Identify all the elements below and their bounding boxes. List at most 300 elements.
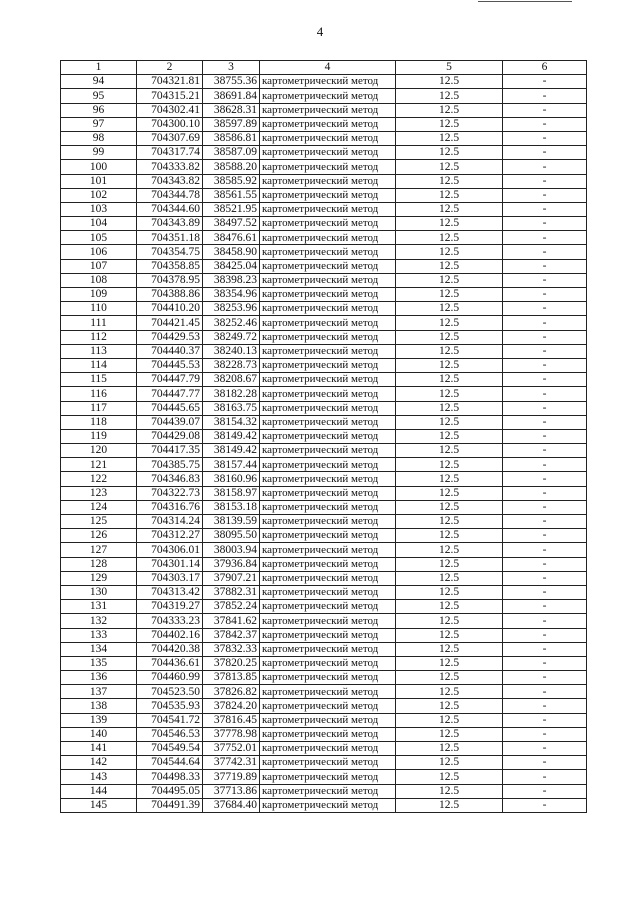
y-coordinate-cell: 38153.18 — [203, 500, 260, 514]
method-cell: картометрический метод — [260, 273, 396, 287]
note-cell: - — [503, 685, 587, 699]
accuracy-cell: 12.5 — [396, 75, 503, 89]
accuracy-cell: 12.5 — [396, 131, 503, 145]
accuracy-cell: 12.5 — [396, 628, 503, 642]
accuracy-cell: 12.5 — [396, 103, 503, 117]
note-cell: - — [503, 160, 587, 174]
point-number-cell: 141 — [61, 742, 137, 756]
method-cell: картометрический метод — [260, 500, 396, 514]
point-number-cell: 114 — [61, 358, 137, 372]
y-coordinate-cell: 38587.09 — [203, 146, 260, 160]
table-row — [61, 500, 587, 514]
point-number-cell: 127 — [61, 543, 137, 557]
x-coordinate-cell: 704314.24 — [137, 515, 203, 529]
y-coordinate-cell: 38252.46 — [203, 316, 260, 330]
note-cell: - — [503, 288, 587, 302]
x-coordinate-cell: 704354.75 — [137, 245, 203, 259]
x-coordinate-cell: 704333.82 — [137, 160, 203, 174]
method-cell: картометрический метод — [260, 444, 396, 458]
note-cell: - — [503, 202, 587, 216]
table-row — [61, 117, 587, 131]
accuracy-cell: 12.5 — [396, 671, 503, 685]
y-coordinate-cell: 37936.84 — [203, 557, 260, 571]
x-coordinate-cell: 704322.73 — [137, 486, 203, 500]
table-row — [61, 245, 587, 259]
y-coordinate-cell: 38160.96 — [203, 472, 260, 486]
x-coordinate-cell: 704498.33 — [137, 770, 203, 784]
table-row — [61, 699, 587, 713]
method-cell: картометрический метод — [260, 756, 396, 770]
y-coordinate-cell: 37907.21 — [203, 571, 260, 585]
y-coordinate-cell: 37826.82 — [203, 685, 260, 699]
note-cell: - — [503, 557, 587, 571]
table-row — [61, 671, 587, 685]
method-cell: картометрический метод — [260, 486, 396, 500]
table-row — [61, 188, 587, 202]
point-number-cell: 139 — [61, 713, 137, 727]
table-row — [61, 131, 587, 145]
point-number-cell: 103 — [61, 202, 137, 216]
note-cell: - — [503, 429, 587, 443]
accuracy-cell: 12.5 — [396, 585, 503, 599]
x-coordinate-cell: 704306.01 — [137, 543, 203, 557]
point-number-cell: 102 — [61, 188, 137, 202]
accuracy-cell: 12.5 — [396, 387, 503, 401]
accuracy-cell: 12.5 — [396, 415, 503, 429]
point-number-cell: 124 — [61, 500, 137, 514]
note-cell: - — [503, 770, 587, 784]
y-coordinate-cell: 37778.98 — [203, 727, 260, 741]
point-number-cell: 116 — [61, 387, 137, 401]
x-coordinate-cell: 704491.39 — [137, 798, 203, 812]
table-row — [61, 429, 587, 443]
y-coordinate-cell: 38586.81 — [203, 131, 260, 145]
x-coordinate-cell: 704313.42 — [137, 585, 203, 599]
method-cell: картометрический метод — [260, 600, 396, 614]
table-row — [61, 89, 587, 103]
accuracy-cell: 12.5 — [396, 288, 503, 302]
y-coordinate-cell: 37719.89 — [203, 770, 260, 784]
point-number-cell: 113 — [61, 344, 137, 358]
point-number-cell: 108 — [61, 273, 137, 287]
note-cell: - — [503, 784, 587, 798]
point-number-cell: 125 — [61, 515, 137, 529]
accuracy-cell: 12.5 — [396, 245, 503, 259]
accuracy-cell: 12.5 — [396, 174, 503, 188]
accuracy-cell: 12.5 — [396, 117, 503, 131]
note-cell: - — [503, 642, 587, 656]
table-row — [61, 202, 587, 216]
accuracy-cell: 12.5 — [396, 188, 503, 202]
x-coordinate-cell: 704447.77 — [137, 387, 203, 401]
method-cell: картометрический метод — [260, 89, 396, 103]
point-number-cell: 115 — [61, 373, 137, 387]
page-number: 4 — [316, 24, 324, 39]
method-cell: картометрический метод — [260, 231, 396, 245]
y-coordinate-cell: 37813.85 — [203, 671, 260, 685]
y-coordinate-cell: 38240.13 — [203, 344, 260, 358]
method-cell: картометрический метод — [260, 288, 396, 302]
x-coordinate-cell: 704351.18 — [137, 231, 203, 245]
point-number-cell: 112 — [61, 330, 137, 344]
note-cell: - — [503, 415, 587, 429]
method-cell: картометрический метод — [260, 798, 396, 812]
accuracy-cell: 12.5 — [396, 713, 503, 727]
table-row — [61, 344, 587, 358]
note-cell: - — [503, 671, 587, 685]
method-cell: картометрический метод — [260, 515, 396, 529]
y-coordinate-cell: 37882.31 — [203, 585, 260, 599]
point-number-cell: 119 — [61, 429, 137, 443]
accuracy-cell: 12.5 — [396, 500, 503, 514]
accuracy-cell: 12.5 — [396, 486, 503, 500]
y-coordinate-cell: 38628.31 — [203, 103, 260, 117]
note-cell: - — [503, 231, 587, 245]
y-coordinate-cell: 38208.67 — [203, 373, 260, 387]
x-coordinate-cell: 704317.74 — [137, 146, 203, 160]
accuracy-cell: 12.5 — [396, 515, 503, 529]
x-coordinate-cell: 704343.89 — [137, 217, 203, 231]
y-coordinate-cell: 38597.89 — [203, 117, 260, 131]
table-row — [61, 103, 587, 117]
method-cell: картометрический метод — [260, 543, 396, 557]
note-cell: - — [503, 117, 587, 131]
x-coordinate-cell: 704312.27 — [137, 529, 203, 543]
table-row — [61, 756, 587, 770]
note-cell: - — [503, 75, 587, 89]
accuracy-cell: 12.5 — [396, 259, 503, 273]
y-coordinate-cell: 38755.36 — [203, 75, 260, 89]
method-cell: картометрический метод — [260, 75, 396, 89]
y-coordinate-cell: 37752.01 — [203, 742, 260, 756]
x-coordinate-cell: 704315.21 — [137, 89, 203, 103]
note-cell: - — [503, 458, 587, 472]
y-coordinate-cell: 38588.20 — [203, 160, 260, 174]
table-row — [61, 543, 587, 557]
x-coordinate-cell: 704410.20 — [137, 302, 203, 316]
y-coordinate-cell: 37816.45 — [203, 713, 260, 727]
x-coordinate-cell: 704316.76 — [137, 500, 203, 514]
point-number-cell: 104 — [61, 217, 137, 231]
x-coordinate-cell: 704302.41 — [137, 103, 203, 117]
point-number-cell: 135 — [61, 656, 137, 670]
x-coordinate-cell: 704445.65 — [137, 401, 203, 415]
accuracy-cell: 12.5 — [396, 217, 503, 231]
note-cell: - — [503, 713, 587, 727]
point-number-cell: 144 — [61, 784, 137, 798]
x-coordinate-cell: 704541.72 — [137, 713, 203, 727]
x-coordinate-cell: 704523.50 — [137, 685, 203, 699]
point-number-cell: 126 — [61, 529, 137, 543]
note-cell: - — [503, 727, 587, 741]
note-cell: - — [503, 330, 587, 344]
point-number-cell: 98 — [61, 131, 137, 145]
point-number-cell: 121 — [61, 458, 137, 472]
accuracy-cell: 12.5 — [396, 770, 503, 784]
header-cell: 4 — [260, 61, 396, 75]
note-cell: - — [503, 543, 587, 557]
table-row — [61, 600, 587, 614]
method-cell: картометрический метод — [260, 614, 396, 628]
accuracy-cell: 12.5 — [396, 358, 503, 372]
accuracy-cell: 12.5 — [396, 401, 503, 415]
x-coordinate-cell: 704319.27 — [137, 600, 203, 614]
note-cell: - — [503, 401, 587, 415]
table-row — [61, 75, 587, 89]
x-coordinate-cell: 704544.64 — [137, 756, 203, 770]
point-number-cell: 132 — [61, 614, 137, 628]
x-coordinate-cell: 704300.10 — [137, 117, 203, 131]
accuracy-cell: 12.5 — [396, 89, 503, 103]
y-coordinate-cell: 37713.86 — [203, 784, 260, 798]
point-number-cell: 130 — [61, 585, 137, 599]
y-coordinate-cell: 38561.55 — [203, 188, 260, 202]
point-number-cell: 105 — [61, 231, 137, 245]
note-cell: - — [503, 344, 587, 358]
point-number-cell: 101 — [61, 174, 137, 188]
table-row — [61, 458, 587, 472]
x-coordinate-cell: 704439.07 — [137, 415, 203, 429]
point-number-cell: 134 — [61, 642, 137, 656]
accuracy-cell: 12.5 — [396, 600, 503, 614]
note-cell: - — [503, 756, 587, 770]
x-coordinate-cell: 704445.53 — [137, 358, 203, 372]
accuracy-cell: 12.5 — [396, 727, 503, 741]
x-coordinate-cell: 704549.54 — [137, 742, 203, 756]
note-cell: - — [503, 656, 587, 670]
method-cell: картометрический метод — [260, 302, 396, 316]
method-cell: картометрический метод — [260, 188, 396, 202]
accuracy-cell: 12.5 — [396, 160, 503, 174]
accuracy-cell: 12.5 — [396, 571, 503, 585]
note-cell: - — [503, 103, 587, 117]
method-cell: картометрический метод — [260, 217, 396, 231]
x-coordinate-cell: 704301.14 — [137, 557, 203, 571]
point-number-cell: 145 — [61, 798, 137, 812]
x-coordinate-cell: 704388.86 — [137, 288, 203, 302]
note-cell: - — [503, 273, 587, 287]
table-row — [61, 302, 587, 316]
accuracy-cell: 12.5 — [396, 742, 503, 756]
point-number-cell: 129 — [61, 571, 137, 585]
point-number-cell: 131 — [61, 600, 137, 614]
point-number-cell: 95 — [61, 89, 137, 103]
y-coordinate-cell: 38585.92 — [203, 174, 260, 188]
accuracy-cell: 12.5 — [396, 756, 503, 770]
method-cell: картометрический метод — [260, 727, 396, 741]
y-coordinate-cell: 37820.25 — [203, 656, 260, 670]
point-number-cell: 137 — [61, 685, 137, 699]
method-cell: картометрический метод — [260, 117, 396, 131]
table-row — [61, 373, 587, 387]
point-number-cell: 138 — [61, 699, 137, 713]
method-cell: картометрический метод — [260, 585, 396, 599]
table-row — [61, 656, 587, 670]
note-cell: - — [503, 245, 587, 259]
x-coordinate-cell: 704343.82 — [137, 174, 203, 188]
x-coordinate-cell: 704402.16 — [137, 628, 203, 642]
x-coordinate-cell: 704346.83 — [137, 472, 203, 486]
point-number-cell: 117 — [61, 401, 137, 415]
note-cell: - — [503, 89, 587, 103]
point-number-cell: 123 — [61, 486, 137, 500]
x-coordinate-cell: 704436.61 — [137, 656, 203, 670]
method-cell: картометрический метод — [260, 202, 396, 216]
method-cell: картометрический метод — [260, 642, 396, 656]
method-cell: картометрический метод — [260, 742, 396, 756]
y-coordinate-cell: 37832.33 — [203, 642, 260, 656]
table-row — [61, 415, 587, 429]
accuracy-cell: 12.5 — [396, 202, 503, 216]
coordinates-table — [60, 60, 587, 813]
method-cell: картометрический метод — [260, 330, 396, 344]
accuracy-cell: 12.5 — [396, 273, 503, 287]
y-coordinate-cell: 38425.04 — [203, 259, 260, 273]
point-number-cell: 100 — [61, 160, 137, 174]
x-coordinate-cell: 704385.75 — [137, 458, 203, 472]
method-cell: картометрический метод — [260, 401, 396, 415]
x-coordinate-cell: 704417.35 — [137, 444, 203, 458]
method-cell: картометрический метод — [260, 529, 396, 543]
y-coordinate-cell: 38003.94 — [203, 543, 260, 557]
note-cell: - — [503, 529, 587, 543]
accuracy-cell: 12.5 — [396, 444, 503, 458]
note-cell: - — [503, 628, 587, 642]
table-row — [61, 358, 587, 372]
accuracy-cell: 12.5 — [396, 429, 503, 443]
note-cell: - — [503, 571, 587, 585]
table-row — [61, 316, 587, 330]
method-cell: картометрический метод — [260, 344, 396, 358]
note-cell: - — [503, 131, 587, 145]
note-cell: - — [503, 302, 587, 316]
method-cell: картометрический метод — [260, 146, 396, 160]
x-coordinate-cell: 704333.23 — [137, 614, 203, 628]
accuracy-cell: 12.5 — [396, 529, 503, 543]
y-coordinate-cell: 37841.62 — [203, 614, 260, 628]
table-header-row — [61, 61, 587, 75]
method-cell: картометрический метод — [260, 245, 396, 259]
table-row — [61, 742, 587, 756]
note-cell: - — [503, 373, 587, 387]
point-number-cell: 142 — [61, 756, 137, 770]
y-coordinate-cell: 38476.61 — [203, 231, 260, 245]
y-coordinate-cell: 37824.20 — [203, 699, 260, 713]
table-row — [61, 146, 587, 160]
note-cell: - — [503, 699, 587, 713]
method-cell: картометрический метод — [260, 557, 396, 571]
note-cell: - — [503, 500, 587, 514]
x-coordinate-cell: 704307.69 — [137, 131, 203, 145]
y-coordinate-cell: 37842.37 — [203, 628, 260, 642]
point-number-cell: 110 — [61, 302, 137, 316]
method-cell: картометрический метод — [260, 160, 396, 174]
note-cell: - — [503, 600, 587, 614]
point-number-cell: 99 — [61, 146, 137, 160]
point-number-cell: 136 — [61, 671, 137, 685]
method-cell: картометрический метод — [260, 656, 396, 670]
point-number-cell: 140 — [61, 727, 137, 741]
point-number-cell: 97 — [61, 117, 137, 131]
point-number-cell: 143 — [61, 770, 137, 784]
accuracy-cell: 12.5 — [396, 458, 503, 472]
accuracy-cell: 12.5 — [396, 798, 503, 812]
point-number-cell: 109 — [61, 288, 137, 302]
method-cell: картометрический метод — [260, 472, 396, 486]
y-coordinate-cell: 38158.97 — [203, 486, 260, 500]
y-coordinate-cell: 37852.24 — [203, 600, 260, 614]
point-number-cell: 107 — [61, 259, 137, 273]
table-row — [61, 259, 587, 273]
table-row — [61, 486, 587, 500]
x-coordinate-cell: 704344.78 — [137, 188, 203, 202]
table-row — [61, 529, 587, 543]
note-cell: - — [503, 742, 587, 756]
table-row — [61, 642, 587, 656]
method-cell: картометрический метод — [260, 131, 396, 145]
note-cell: - — [503, 358, 587, 372]
table-row — [61, 798, 587, 812]
accuracy-cell: 12.5 — [396, 699, 503, 713]
table-row — [61, 401, 587, 415]
x-coordinate-cell: 704546.53 — [137, 727, 203, 741]
note-cell: - — [503, 316, 587, 330]
table-row — [61, 727, 587, 741]
note-cell: - — [503, 585, 587, 599]
table-row — [61, 571, 587, 585]
note-cell: - — [503, 146, 587, 160]
y-coordinate-cell: 38253.96 — [203, 302, 260, 316]
table-row — [61, 160, 587, 174]
header-cell: 6 — [503, 61, 587, 75]
y-coordinate-cell: 38497.52 — [203, 217, 260, 231]
table-row — [61, 557, 587, 571]
x-coordinate-cell: 704378.95 — [137, 273, 203, 287]
accuracy-cell: 12.5 — [396, 557, 503, 571]
accuracy-cell: 12.5 — [396, 146, 503, 160]
method-cell: картометрический метод — [260, 358, 396, 372]
x-coordinate-cell: 704344.60 — [137, 202, 203, 216]
table-row — [61, 387, 587, 401]
y-coordinate-cell: 37742.31 — [203, 756, 260, 770]
point-number-cell: 122 — [61, 472, 137, 486]
accuracy-cell: 12.5 — [396, 784, 503, 798]
y-coordinate-cell: 38095.50 — [203, 529, 260, 543]
method-cell: картометрический метод — [260, 174, 396, 188]
y-coordinate-cell: 38398.23 — [203, 273, 260, 287]
note-cell: - — [503, 217, 587, 231]
note-cell: - — [503, 515, 587, 529]
y-coordinate-cell: 38149.42 — [203, 444, 260, 458]
y-coordinate-cell: 38149.42 — [203, 429, 260, 443]
x-coordinate-cell: 704321.81 — [137, 75, 203, 89]
table-row — [61, 472, 587, 486]
table-row — [61, 330, 587, 344]
method-cell: картометрический метод — [260, 316, 396, 330]
table-row — [61, 217, 587, 231]
y-coordinate-cell: 38182.28 — [203, 387, 260, 401]
header-cell: 5 — [396, 61, 503, 75]
point-number-cell: 106 — [61, 245, 137, 259]
table-row — [61, 784, 587, 798]
y-coordinate-cell: 38139.59 — [203, 515, 260, 529]
method-cell: картометрический метод — [260, 429, 396, 443]
method-cell: картометрический метод — [260, 770, 396, 784]
table-row — [61, 628, 587, 642]
method-cell: картометрический метод — [260, 628, 396, 642]
point-number-cell: 94 — [61, 75, 137, 89]
y-coordinate-cell: 38157.44 — [203, 458, 260, 472]
